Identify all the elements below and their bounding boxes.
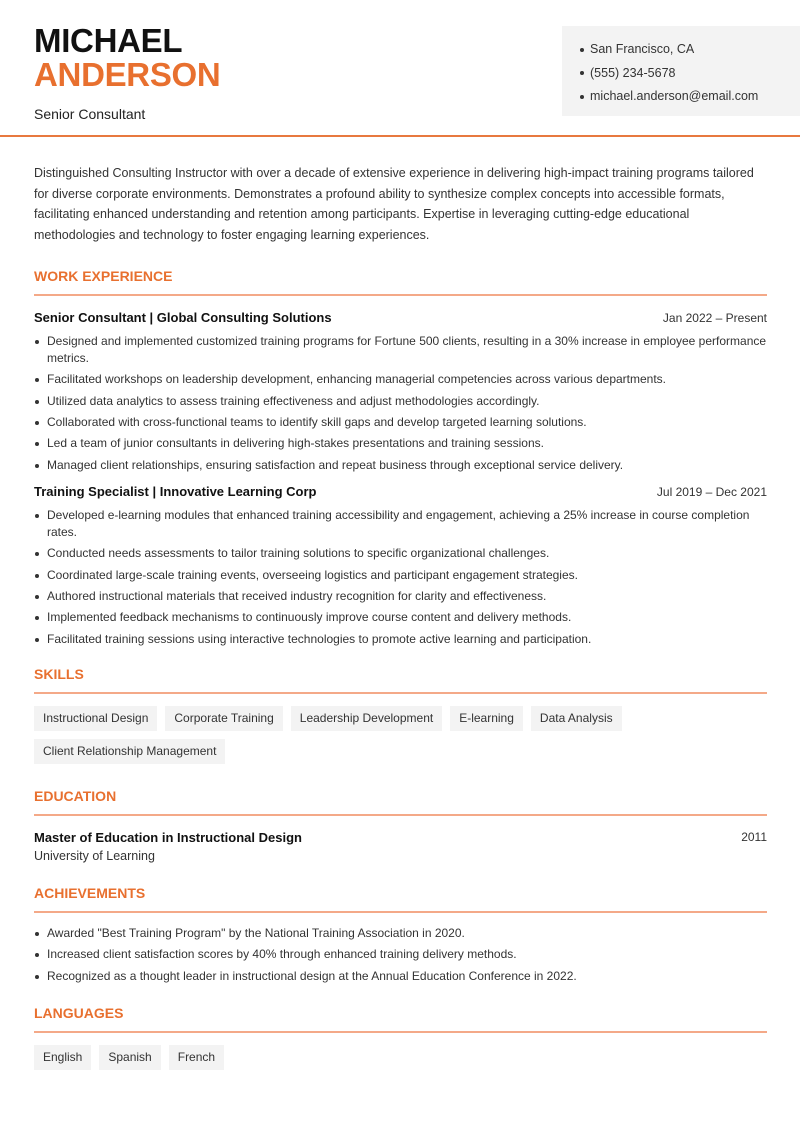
section-title-work: WORK EXPERIENCE: [34, 268, 767, 296]
bullet-icon: [580, 48, 584, 52]
bullet-icon: [580, 95, 584, 99]
list-item: Awarded "Best Training Program" by the National Training Association in 2020.: [34, 925, 767, 942]
resume-header: [0, 0, 800, 137]
education-entry: [34, 830, 767, 845]
list-item: Collaborated with cross-functional teams to identify skill gaps and develop targeted learning solutions.: [34, 414, 767, 431]
location-text: San Francisco, CA: [590, 42, 695, 56]
graduation-year: 2011: [741, 829, 767, 844]
skill-tag: E-learning: [450, 706, 523, 731]
list-item: Utilized data analytics to assess training effectiveness and adjust methodologies accordingly.: [34, 393, 767, 410]
job-entry: [34, 484, 767, 648]
list-item: Designed and implemented customized training programs for Fortune 500 clients, resulting in a 30% increase in employee performance metrics.: [34, 333, 767, 367]
list-item: Facilitated workshops on leadership development, enhancing managerial competencies across various departments.: [34, 371, 767, 388]
job-role: Senior Consultant | Global Consulting Solutions: [34, 309, 332, 325]
job-entry: [34, 310, 767, 474]
job-dates: Jul 2019 – Dec 2021: [656, 484, 767, 499]
job-bullets: [34, 507, 767, 648]
list-item: Coordinated large-scale training events, overseeing logistics and participant engagement strategies.: [34, 567, 767, 584]
degree: Master of Education in Instructional Design: [34, 829, 302, 845]
list-item: Developed e-learning modules that enhanced training accessibility and engagement, achieving a 25% increase in course completion rates.: [34, 507, 767, 541]
list-item: Recognized as a thought leader in instructional design at the Annual Education Conference in 2022.: [34, 968, 767, 985]
contact-box: [562, 26, 800, 116]
list-item: Facilitated training sessions using interactive technologies to promote active learning and participation.: [34, 631, 767, 648]
skill-tag: Data Analysis: [531, 706, 622, 731]
skill-tag: Leadership Development: [291, 706, 442, 731]
job-role: Training Specialist | Innovative Learning Corp: [34, 483, 317, 499]
skill-tag: Instructional Design: [34, 706, 157, 731]
resume-body: [34, 137, 767, 1070]
job-bullets: [34, 333, 767, 474]
skill-tag: Corporate Training: [165, 706, 282, 731]
section-title-education: EDUCATION: [34, 788, 767, 816]
first-name: MICHAEL: [34, 22, 183, 59]
list-item: Increased client satisfaction scores by 40% through enhanced training delivery methods.: [34, 946, 767, 963]
section-title-skills: SKILLS: [34, 666, 767, 694]
job-dates: Jan 2022 – Present: [662, 310, 767, 325]
school: University of Learning: [34, 848, 155, 863]
section-title-achievements: ACHIEVEMENTS: [34, 885, 767, 913]
summary: Distinguished Consulting Instructor with over a decade of extensive experience in delivering high-impact training programs tailored for diverse corporate environments. Demonstrates a profound ability to synthesize complex concepts into accessible formats, facilitating enhanced understanding and retention among participants. Expertise in leveraging cutting-edge educational methodologies and technology to foster engaging learning experiences.: [34, 166, 754, 243]
list-item: Managed client relationships, ensuring satisfaction and repeat business through exceptional service delivery.: [34, 457, 767, 474]
contact-location: [580, 38, 800, 62]
list-item: Authored instructional materials that received industry recognition for clarity and effectiveness.: [34, 588, 767, 605]
list-item: Conducted needs assessments to tailor training solutions to specific organizational challenges.: [34, 545, 767, 562]
name-block: [34, 24, 220, 122]
last-name: ANDERSON: [34, 56, 221, 93]
bullet-icon: [580, 71, 584, 75]
list-item: Led a team of junior consultants in delivering high-stakes presentations and training sessions.: [34, 435, 767, 452]
email-text[interactable]: michael.anderson@email.com: [590, 89, 759, 103]
list-item: Implemented feedback mechanisms to continuously improve course content and delivery methods.: [34, 609, 767, 626]
language-tag: French: [169, 1045, 224, 1070]
contact-email[interactable]: [580, 85, 800, 109]
contact-phone: [580, 62, 800, 86]
section-title-languages: LANGUAGES: [34, 1005, 767, 1033]
skills-tags: [34, 706, 767, 764]
job-title: Senior Consultant: [34, 106, 146, 122]
language-tag: Spanish: [99, 1045, 160, 1070]
language-tags: [34, 1045, 767, 1070]
phone-text: (555) 234-5678: [590, 65, 676, 80]
skill-tag: Client Relationship Management: [34, 739, 225, 764]
language-tag: English: [34, 1045, 91, 1070]
achievements-list: [34, 925, 767, 985]
